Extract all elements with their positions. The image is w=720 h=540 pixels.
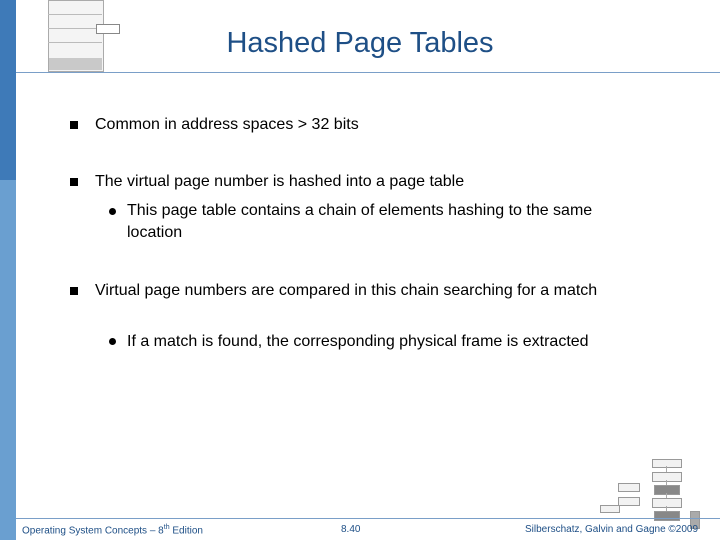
memory-diagram-thumbnail xyxy=(20,0,120,72)
flowchart-thumbnail xyxy=(590,455,700,533)
footer-page-number: 8.40 xyxy=(341,524,361,535)
title-divider xyxy=(16,72,720,73)
footer-divider xyxy=(16,518,720,519)
bullet-level1: Virtual page numbers are compared in this chain searching for a match xyxy=(95,282,598,299)
flowchart-node xyxy=(654,485,680,495)
footer-book-title xyxy=(22,524,203,536)
bullet-dot-icon xyxy=(109,338,116,345)
footer-book-title-text: Operating System Concepts – 8 xyxy=(22,525,164,537)
flowchart-node xyxy=(652,459,682,468)
footer-book-edition-text: Edition xyxy=(169,525,203,537)
memory-shaded-region xyxy=(49,58,102,70)
footer-book-edition-sup: th xyxy=(163,524,170,531)
bullet-square-icon xyxy=(70,121,78,129)
left-accent-bar xyxy=(0,0,16,540)
diagram-small-box xyxy=(96,24,120,34)
flowchart-node xyxy=(600,505,620,513)
bullet-level1: The virtual page number is hashed into a page table xyxy=(95,173,465,190)
flowchart-node xyxy=(652,472,682,482)
memory-cell-divider xyxy=(48,28,102,29)
flowchart-node xyxy=(618,497,640,506)
bullet-level2: If a match is found, the corresponding physical frame is extracted xyxy=(127,333,589,350)
bullet-level1: Common in address spaces > 32 bits xyxy=(95,116,359,133)
bullet-dot-icon xyxy=(109,208,116,215)
left-accent-bar-lower xyxy=(0,180,16,540)
memory-cell-divider xyxy=(48,14,102,15)
slide-title: Hashed Page Tables xyxy=(226,27,494,59)
bullet-level2: This page table contains a chain of elements hashing to the same location xyxy=(127,202,593,241)
bullet-square-icon xyxy=(70,178,78,186)
flowchart-node xyxy=(618,483,640,492)
flowchart-node xyxy=(654,511,680,521)
flowchart-node xyxy=(652,498,682,508)
memory-cell-divider xyxy=(48,42,102,43)
bullet-square-icon xyxy=(70,287,78,295)
footer-copyright: Silberschatz, Galvin and Gagne ©2009 xyxy=(525,524,699,535)
